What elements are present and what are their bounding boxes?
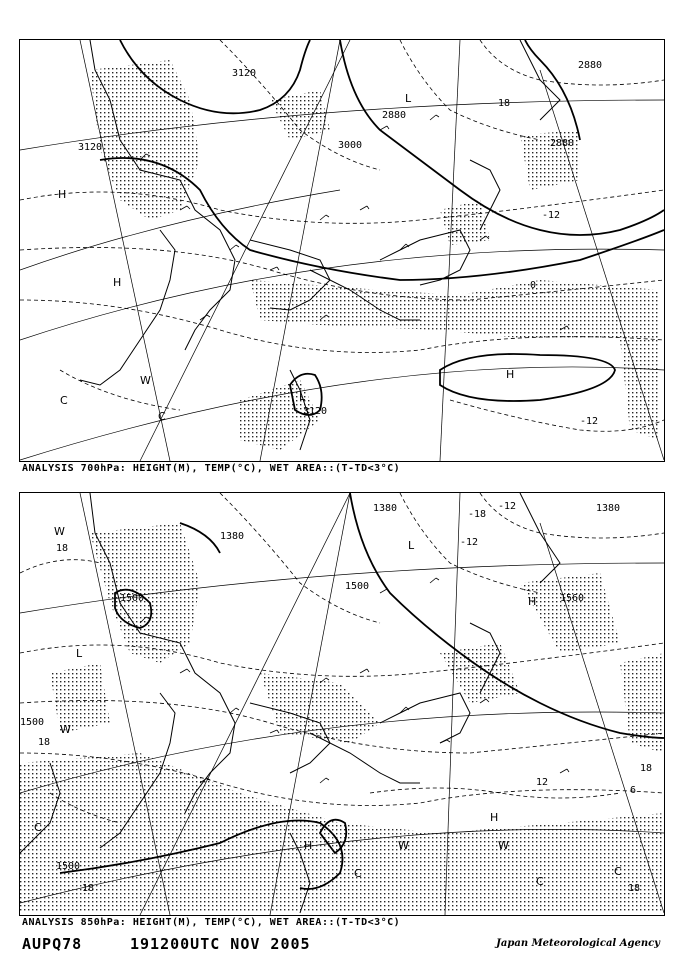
map-panel-700hpa bbox=[19, 39, 665, 462]
height-label: 1500 bbox=[20, 717, 45, 728]
cold-symbol: C bbox=[34, 821, 42, 834]
isotherm-label: 18 bbox=[498, 98, 511, 109]
high-pressure-symbol: H bbox=[304, 839, 313, 852]
cold-symbol: C bbox=[354, 867, 362, 880]
map-700hpa-drawing bbox=[20, 40, 664, 461]
cold-symbol: C bbox=[158, 410, 166, 423]
isotherm-label: 18 bbox=[640, 763, 653, 774]
high-pressure-symbol: H bbox=[58, 188, 67, 201]
cold-symbol: C bbox=[536, 875, 544, 888]
isotherm-label: 18 bbox=[628, 883, 641, 894]
isotherm-label: -12 bbox=[498, 501, 517, 512]
caption-850hpa: ANALYSIS 850hPa: HEIGHT(M), TEMP(°C), WET AREA::(T-TD<3°C) bbox=[22, 917, 401, 928]
low-pressure-symbol: L bbox=[408, 539, 415, 552]
warm-symbol: W bbox=[140, 374, 151, 387]
isotherm-label: 12 bbox=[536, 777, 549, 788]
height-label: 2880 bbox=[550, 138, 575, 149]
height-label: 1380 bbox=[220, 531, 245, 542]
cold-symbol: C bbox=[614, 865, 622, 878]
height-label: 1500 bbox=[56, 861, 81, 872]
height-label: 2880 bbox=[578, 60, 603, 71]
height-label: 2880 bbox=[382, 110, 407, 121]
height-label: 3000 bbox=[338, 140, 363, 151]
map-850hpa-drawing bbox=[20, 493, 664, 915]
high-pressure-symbol: H bbox=[528, 595, 537, 608]
height-label: 1500 bbox=[345, 581, 370, 592]
caption-700hpa: ANALYSIS 700hPa: HEIGHT(M), TEMP(°C), WET AREA::(T-TD<3°C) bbox=[22, 463, 401, 474]
warm-symbol: W bbox=[398, 839, 409, 852]
warm-symbol: W bbox=[60, 723, 71, 736]
map-panel-850hpa bbox=[19, 492, 665, 916]
height-label: 3120 bbox=[232, 68, 257, 79]
high-pressure-symbol: H bbox=[113, 276, 122, 289]
isotherm-label: -12 bbox=[580, 416, 599, 427]
valid-time: 191200UTC NOV 2005 bbox=[130, 935, 311, 953]
cold-symbol: C bbox=[60, 394, 68, 407]
height-label: 1500 bbox=[120, 593, 145, 604]
high-pressure-symbol: H bbox=[490, 811, 499, 824]
low-pressure-symbol: L bbox=[299, 390, 306, 403]
height-label: 3120 bbox=[78, 142, 103, 153]
warm-symbol: W bbox=[54, 525, 65, 538]
isotherm-label: -12 bbox=[460, 537, 479, 548]
isotherm-label: 18 bbox=[38, 737, 51, 748]
isotherm-label: 6 bbox=[630, 785, 637, 796]
height-label: 3120 bbox=[303, 406, 328, 417]
isotherm-label: 18 bbox=[56, 543, 69, 554]
height-label: 1380 bbox=[596, 503, 621, 514]
low-pressure-symbol: L bbox=[405, 92, 412, 105]
isotherm-label: 18 bbox=[82, 883, 95, 894]
product-id: AUPQ78 bbox=[22, 935, 83, 953]
isotherm-label: 0 bbox=[530, 280, 537, 291]
height-label: 1560 bbox=[560, 593, 585, 604]
agency-credit: Japan Meteorological Agency bbox=[496, 938, 660, 949]
isotherm-label: -18 bbox=[468, 509, 487, 520]
isotherm-label: -12 bbox=[542, 210, 561, 221]
low-pressure-symbol: L bbox=[76, 647, 83, 660]
height-label: 1380 bbox=[373, 503, 398, 514]
high-pressure-symbol: H bbox=[506, 368, 515, 381]
warm-symbol: W bbox=[498, 839, 509, 852]
